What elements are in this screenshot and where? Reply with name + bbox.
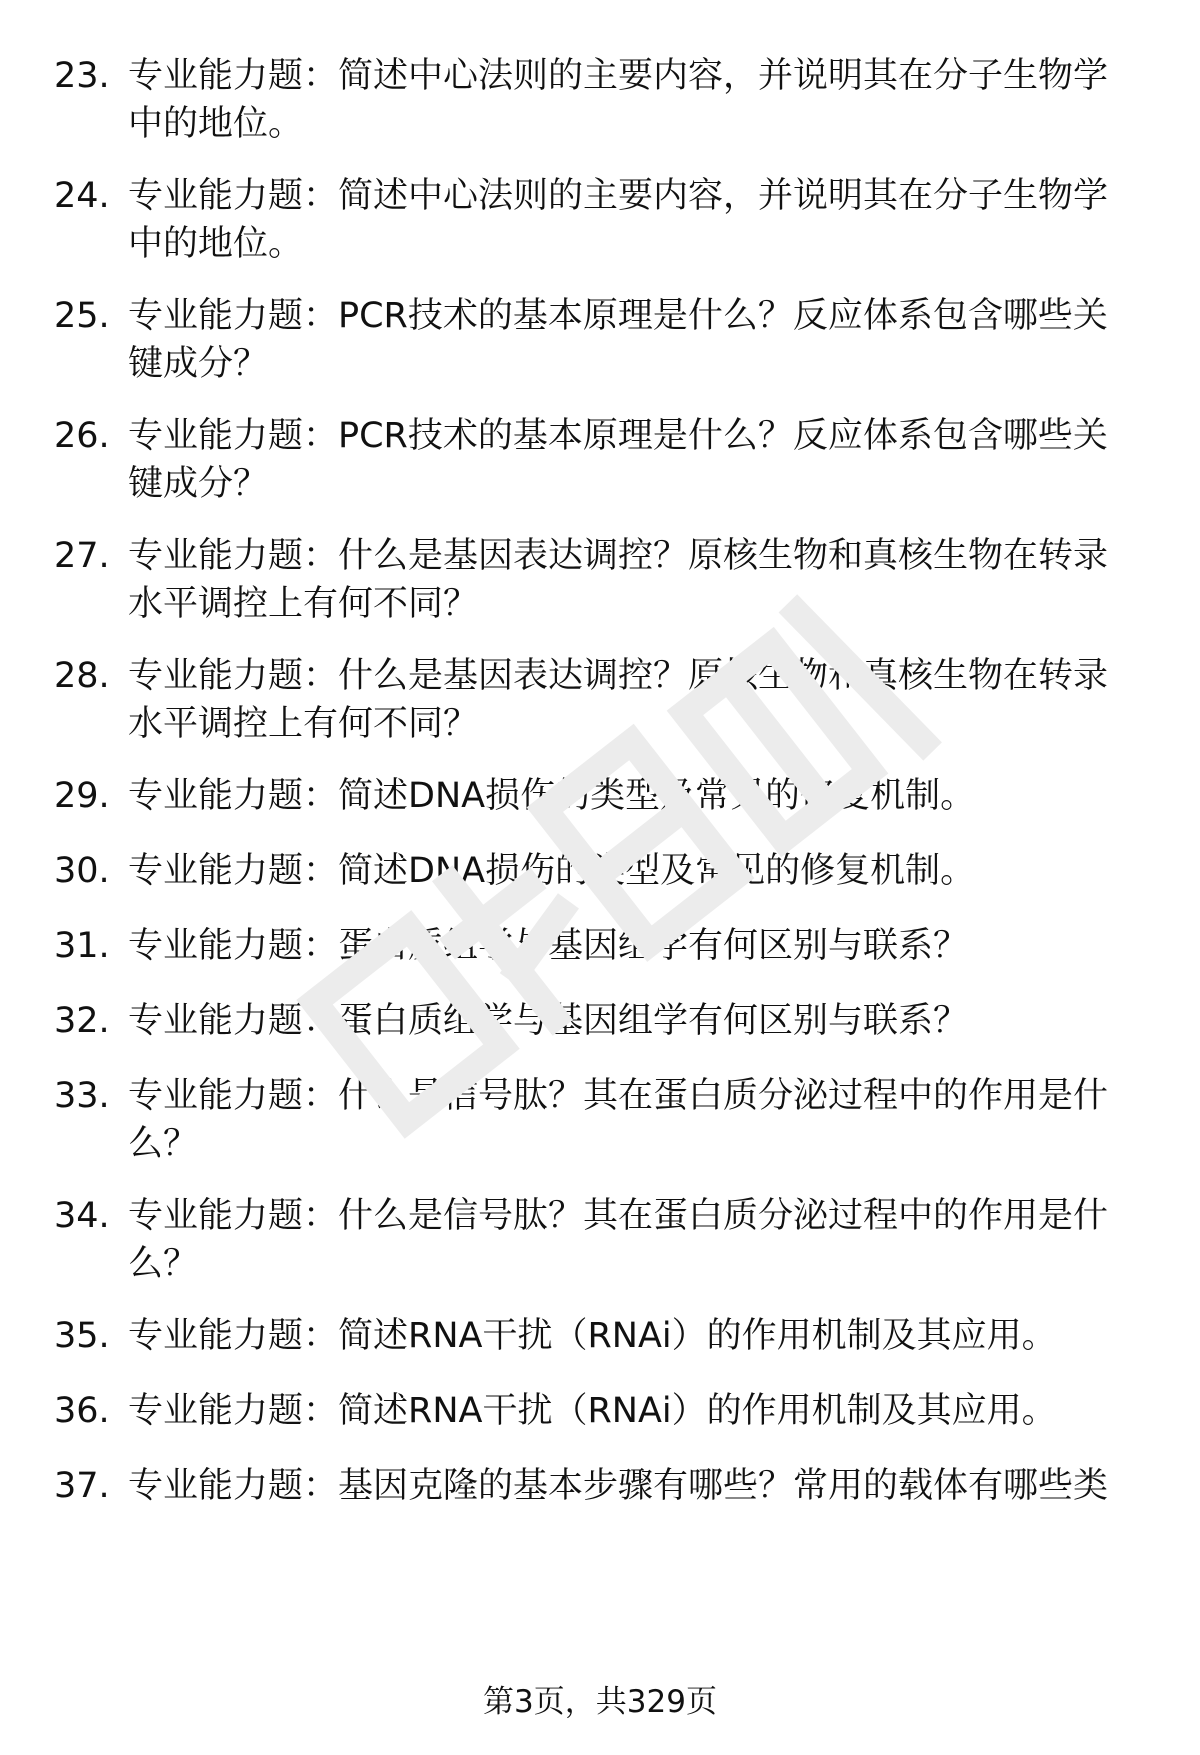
question-line: 专业能力题：简述DNA损伤的类型及常见的修复机制。 — [128, 851, 976, 891]
question-line: 键成分？ — [128, 344, 269, 384]
question-number: 33. — [54, 1076, 110, 1116]
question-line: 专业能力题：什么是信号肽？其在蛋白质分泌过程中的作用是什 — [128, 1076, 1109, 1116]
question-number: 23. — [54, 56, 110, 96]
question-line: 么？ — [128, 1124, 199, 1164]
question-number: 30. — [54, 851, 110, 891]
question-number: 26. — [54, 416, 110, 456]
question-line: 专业能力题：简述中心法则的主要内容，并说明其在分子生物学 — [128, 56, 1109, 96]
question-line: 专业能力题：PCR技术的基本原理是什么？反应体系包含哪些关 — [128, 416, 1108, 456]
question-text — [128, 292, 1138, 388]
question-line: 专业能力题：什么是基因表达调控？原核生物和真核生物在转录 — [128, 536, 1109, 576]
question-text — [128, 922, 1138, 970]
question-text — [128, 532, 1138, 628]
question-line: 中的地位。 — [128, 224, 304, 264]
question-line: 专业能力题：简述RNA干扰（RNAi）的作用机制及其应用。 — [128, 1391, 1057, 1431]
page-footer: 第3页，共329页 — [483, 1684, 717, 1720]
question-line: 专业能力题：简述RNA干扰（RNAi）的作用机制及其应用。 — [128, 1316, 1057, 1356]
question-line: 专业能力题：蛋白质组学与基因组学有何区别与联系？ — [128, 926, 969, 966]
question-line: 专业能力题：蛋白质组学与基因组学有何区别与联系？ — [128, 1001, 969, 1041]
question-number: 37. — [54, 1466, 110, 1506]
question-line: 专业能力题：PCR技术的基本原理是什么？反应体系包含哪些关 — [128, 296, 1108, 336]
question-number: 36. — [54, 1391, 110, 1431]
question-line: 专业能力题：什么是基因表达调控？原核生物和真核生物在转录 — [128, 656, 1109, 696]
question-text — [128, 412, 1138, 508]
question-number: 35. — [54, 1316, 110, 1356]
question-text — [128, 772, 1138, 820]
question-line: 专业能力题：简述DNA损伤的类型及常见的修复机制。 — [128, 776, 976, 816]
question-number: 32. — [54, 1001, 110, 1041]
question-line: 专业能力题：简述中心法则的主要内容，并说明其在分子生物学 — [128, 176, 1109, 216]
question-text — [128, 172, 1138, 268]
question-text — [128, 997, 1138, 1045]
question-text — [128, 1312, 1138, 1360]
question-number: 25. — [54, 296, 110, 336]
question-number: 28. — [54, 656, 110, 696]
question-text — [128, 847, 1138, 895]
question-number: 31. — [54, 926, 110, 966]
question-line: 中的地位。 — [128, 104, 304, 144]
question-line: 键成分？ — [128, 464, 269, 504]
question-line: 水平调控上有何不同？ — [128, 584, 479, 624]
question-line: 专业能力题：基因克隆的基本步骤有哪些？常用的载体有哪些类 — [128, 1466, 1109, 1506]
question-line: 么？ — [128, 1244, 199, 1284]
question-number: 29. — [54, 776, 110, 816]
question-text — [128, 1387, 1138, 1435]
question-number: 27. — [54, 536, 110, 576]
question-line: 专业能力题：什么是信号肽？其在蛋白质分泌过程中的作用是什 — [128, 1196, 1109, 1236]
question-text — [128, 1462, 1138, 1510]
question-text — [128, 652, 1138, 748]
question-number: 34. — [54, 1196, 110, 1236]
question-text — [128, 1072, 1138, 1168]
question-text — [128, 52, 1138, 148]
question-line: 水平调控上有何不同？ — [128, 704, 479, 744]
question-text — [128, 1192, 1138, 1288]
question-number: 24. — [54, 176, 110, 216]
